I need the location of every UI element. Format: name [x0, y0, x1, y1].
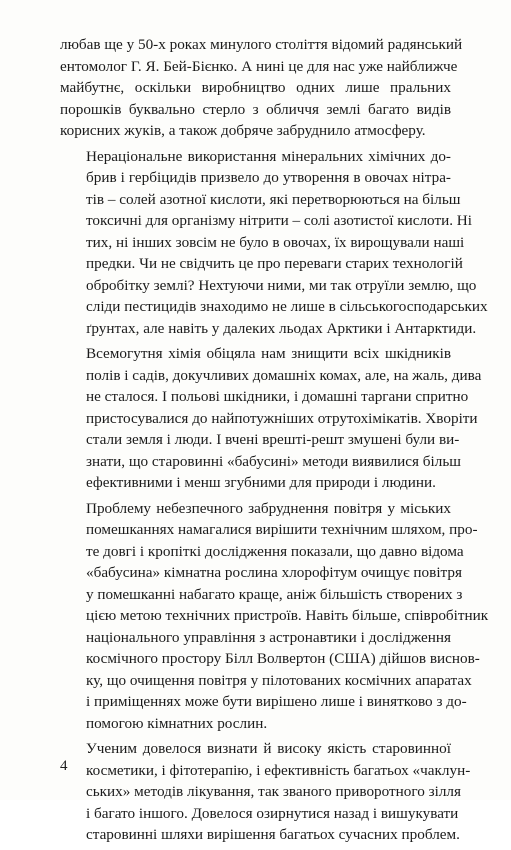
text-line: токсичні для організму нітрити – солі азотистої кислоти. Ні [86, 212, 472, 229]
text-line: стали земля і люди. І вчені врешті-решт змушені були ви- [86, 431, 460, 448]
text-line: пристосувалися до найпотужніших отрутохімікатів. Хворіти [86, 409, 478, 427]
page-number: 4 [60, 758, 68, 774]
text-line: помешканнях намагалися вирішити технічним шляхом, про- [86, 521, 478, 538]
text-line: порошків буквально стерло з обличчя землі багато видів [60, 100, 451, 118]
body-text [60, 34, 489, 850]
text-line: ських» методів лікування, так званого приворотного зілля [86, 783, 461, 800]
text-line: національного управління з астронавтики і дослідження [86, 628, 451, 646]
text-line: космічного простору Білл Волвертон (США) дійшов виснов- [86, 650, 480, 667]
text-line: те довгі і кропіткі дослідження показали, що давно відома [86, 542, 464, 560]
text-line: сліди пестицидів знаходимо не лише в сільськогосподарських [86, 298, 488, 315]
text-line: тих, ні інших зовсім не було в овочах, їх вирощували наші [86, 233, 465, 251]
text-line: предки. Чи не свідчить це про переваги старих технологій [86, 255, 463, 272]
text-line: ку, що очищення повітря у пілотованих космічних апаратах [86, 671, 472, 689]
text-line: цією метою технічних пристроїв. Навіть більше, співробітник [86, 607, 489, 624]
text-line: косметики, і фітотерапію, і ефективність багатьох «чаклун- [86, 761, 471, 779]
text-line: і багато іншого. Довелося озирнутися назад і вишукувати [86, 804, 459, 822]
text-line: і приміщеннях може бути вирішено лише і винятково з до- [86, 693, 467, 710]
text-line: тів – солей азотної кислоти, які перетворюються на більш [86, 190, 461, 208]
text-line: корисних жуків, а також добряче забруднило атмосферу. [60, 122, 426, 139]
paragraph [60, 34, 463, 142]
text-line: знати, що старовинні «бабусині» методи виявилися більш [86, 452, 461, 470]
text-line: обробітку землі? Нехтуючи ними, ми так отруїли землю, що [86, 276, 477, 294]
text-line: майбутнє, оскільки виробництво одних лише пральних [60, 79, 451, 96]
text-line: «бабусина» кімнатна рослина хлорофітум очищує повітря [86, 564, 462, 581]
paragraph [60, 738, 471, 846]
text-line: ґрунтах, але навіть у далеких льодах Арктики і Антарктиди. [86, 319, 477, 337]
text-line: помогою кімнатних рослин. [86, 714, 268, 732]
text-line: ентомолог Г. Я. Бей-Бієнко. А нині це для нас уже найближче [60, 57, 458, 75]
text-line: старовинні шляхи вирішення багатьох сучасних проблем. [86, 826, 460, 843]
text-line: у помешканні набагато краще, аніж більшість створених з [86, 585, 463, 603]
paragraph [60, 343, 482, 494]
text-line: Ученим довелося визнати й високу якість старовинної [86, 740, 451, 757]
text-line: Всемогутня хімія обіцяла нам знищити всіх шкідників [86, 345, 451, 362]
text-line: не сталося. І польові шкідники, і домашні таргани спритно [86, 388, 469, 405]
text-line: ефективними і менш згубними для природи і людини. [86, 474, 436, 491]
text-line: брив і гербіцидів призвело до утворення в овочах нітра- [86, 169, 451, 186]
paragraph [60, 146, 488, 340]
text-line: Нераціональне використання мінеральних хімічних до- [86, 147, 451, 165]
text-line: Проблему небезпечного забруднення повітря у міських [86, 499, 451, 517]
text-line: полів і садів, докучливих домашніх комах, але, на жаль, дива [86, 366, 482, 384]
text-line: любав ще у 50-х роках минулого століття відомий радянський [60, 36, 463, 53]
paragraph [60, 498, 489, 735]
